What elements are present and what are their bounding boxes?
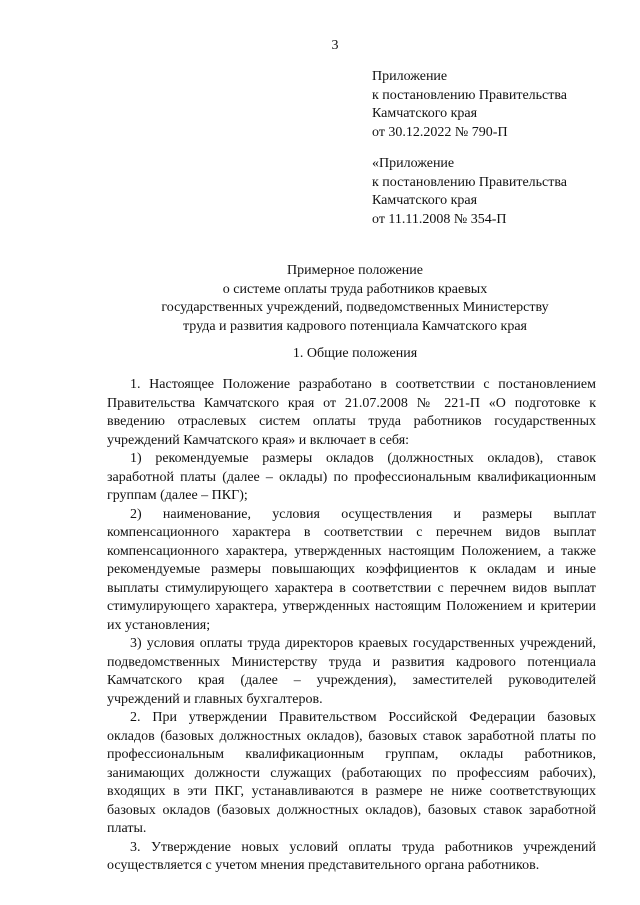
list-item-2: 2) наименование, условия осуществления и размеры выплат компенсационного характера в соответствии с перечнем видов выплат компенсационного характера, утвержденных настоящим Положением, а также рекомендуемые размеры повышающих коэффициентов к окладам и иные выплаты стимулирующего характера в соответствии с перечнем видов выплат стимулирующего характера, утвержденных настоящим Положением и критерии их установления;	[107, 506, 596, 633]
appendix-line: Приложение	[372, 69, 448, 84]
appendix-line: от 30.12.2022 № 790-П	[372, 124, 508, 140]
title-line: Примерное положение	[287, 263, 423, 278]
appendix-line: Камчатского края	[372, 193, 478, 208]
appendix-header-current	[372, 68, 632, 142]
page-number: 3	[331, 38, 339, 53]
paragraph-3: 3. Утверждение новых условий оплаты труда работников учреждений осуществляется с учетом мнения представительного органа работников.	[107, 839, 596, 873]
appendix-header-original	[372, 155, 632, 229]
paragraph-1: 1. Настоящее Положение разработано в соответствии с постановлением Правительства Камчатского края от 21.07.2008 № 221-П «О подготовке к введению отраслевых систем оплаты труда работников государственных учреждений Камчатского края» и включает в себя:	[107, 377, 596, 448]
list-item-3: 3) условия оплаты труда директоров краевых государственных учреждений, подведомственных Министерству труда и развития кадрового потенциала Камчатского края (далее – учреждения), заместителей руководителей учреждений и главных бухгалтеров.	[107, 636, 596, 707]
title-line: о системе оплаты труда работников краевых	[222, 281, 488, 297]
appendix-line: к постановлению Правительства	[372, 174, 568, 190]
list-item-1: 1) рекомендуемые размеры окладов (должностных окладов), ставок заработной платы (далее – оклады) по профессиональным квалификационным группам (далее – ПКГ);	[107, 451, 596, 503]
document-body	[107, 376, 596, 876]
title-line: государственных учреждений, подведомственных Министерству	[161, 300, 549, 315]
title-line: труда и развития кадрового потенциала Камчатского края	[183, 318, 527, 334]
appendix-line: от 11.11.2008 № 354-П	[372, 211, 507, 227]
appendix-line: Камчатского края	[372, 106, 478, 121]
document-title	[100, 262, 610, 336]
paragraph-2: 2. При утверждении Правительством Российской Федерации базовых окладов (базовых должностных окладов), базовых ставок заработной платы по профессиональным квалификационным группам, оклады работников, занимающих должности служащих (работающих по профессиям рабочих), входящих в эти ПКГ, устанавливаются в размере не ниже соответствующих базовых окладов (базовых должностных окладов), базовых ставок заработной платы.	[107, 710, 596, 836]
appendix-line: «Приложение	[372, 156, 455, 171]
appendix-line: к постановлению Правительства	[372, 87, 568, 103]
section-heading: 1. Общие положения	[292, 346, 418, 361]
